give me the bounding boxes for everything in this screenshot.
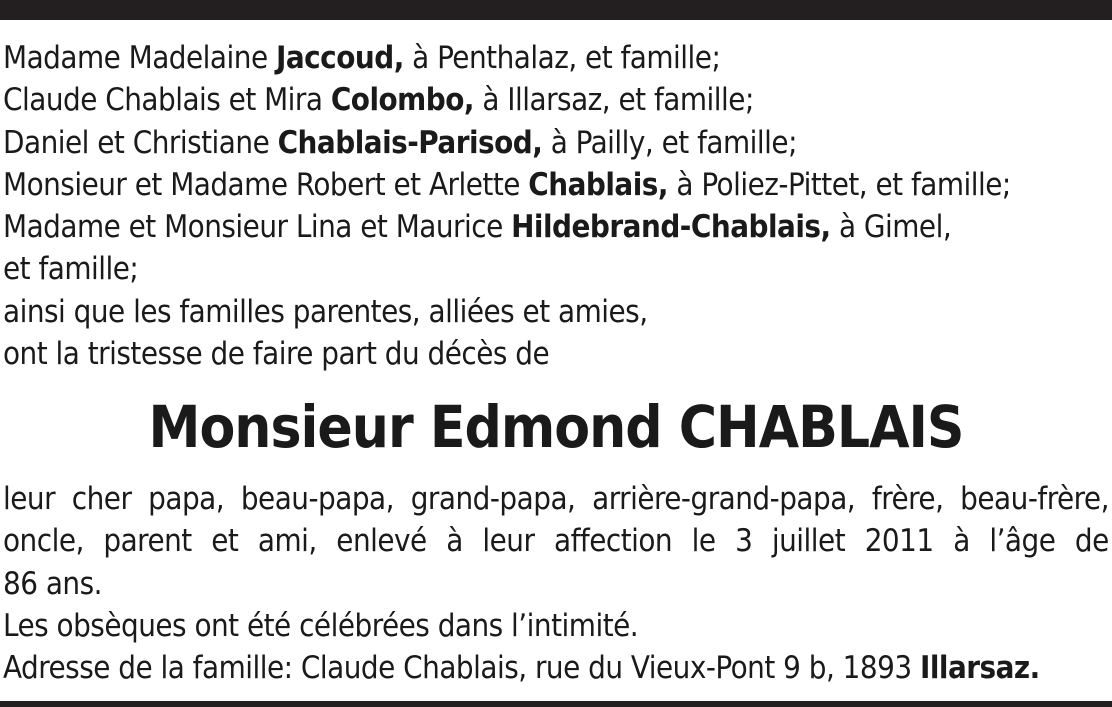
relationship-word: 3 bbox=[735, 523, 753, 560]
family-suffix: à Poliez-Pittet, et famille; bbox=[668, 166, 1011, 203]
family-prefix: Madame Madelaine bbox=[3, 40, 276, 76]
relationship-word: beau-frère, bbox=[960, 481, 1109, 517]
relationship-word: de bbox=[1074, 523, 1109, 560]
family-suffix: à Penthalaz, et famille; bbox=[403, 40, 721, 76]
bottom-rule bbox=[0, 701, 1112, 707]
relationship-word: juillet bbox=[771, 523, 846, 560]
relationship-line bbox=[3, 520, 1109, 562]
family-continuation: et famille; bbox=[3, 251, 139, 288]
funeral-line: Les obsèques ont été célébrées dans l’intimité. bbox=[3, 607, 639, 644]
age-line: 86 ans. bbox=[3, 565, 102, 602]
relationship-word: leur bbox=[3, 481, 56, 517]
family-suffix: à Gimel, bbox=[830, 209, 952, 246]
family-prefix: Madame et Monsieur Lina et Maurice bbox=[3, 209, 512, 246]
announcement-line: ont la tristesse de faire part du décès de bbox=[3, 336, 550, 373]
relationship-word: enlevé bbox=[336, 523, 427, 560]
relationship-word: papa, bbox=[148, 481, 225, 517]
relationship-word: ami, bbox=[257, 523, 317, 560]
relationship-word: parent bbox=[103, 523, 192, 560]
deceased-name: Monsieur Edmond CHABLAIS bbox=[148, 393, 964, 461]
family-list bbox=[3, 37, 1109, 375]
family-name: Jaccoud, bbox=[275, 40, 404, 76]
address-city: Illarsaz. bbox=[919, 650, 1040, 687]
relationship-word: oncle, bbox=[3, 523, 84, 560]
relationship-word: arrière-grand-papa, bbox=[592, 481, 856, 517]
family-prefix: Daniel et Christiane bbox=[3, 124, 278, 161]
relationship-line bbox=[3, 478, 1109, 520]
relationship-word: grand-papa, bbox=[410, 481, 576, 517]
family-line bbox=[3, 79, 1109, 121]
family-line bbox=[3, 206, 1109, 248]
relationship-word: l’âge bbox=[989, 523, 1056, 560]
family-name: Chablais-Parisod, bbox=[277, 124, 543, 161]
address-line bbox=[3, 647, 1109, 689]
relationship-word: leur bbox=[482, 523, 535, 560]
relatives-line: ainsi que les familles parentes, alliées et amies, bbox=[3, 293, 648, 330]
family-line bbox=[3, 37, 1109, 79]
relationship-word: beau-papa, bbox=[240, 481, 394, 517]
family-name: Colombo, bbox=[330, 82, 474, 119]
relationship-word: 2011 bbox=[864, 523, 934, 560]
family-line bbox=[3, 164, 1109, 206]
relationship-word: à bbox=[953, 523, 970, 560]
relationship-word: à bbox=[446, 523, 463, 560]
family-prefix: Claude Chablais et Mira bbox=[3, 82, 331, 119]
relationship-word: le bbox=[691, 523, 716, 560]
family-name: Chablais, bbox=[528, 166, 669, 203]
relationship-word: cher bbox=[71, 481, 132, 517]
family-prefix: Monsieur et Madame Robert et Arlette bbox=[3, 166, 529, 203]
relationship-word: affection bbox=[553, 523, 673, 560]
family-suffix: à Pailly, et famille; bbox=[542, 124, 797, 161]
address-text: Adresse de la famille: Claude Chablais, rue du Vieux-Pont 9 b, 1893 bbox=[3, 650, 920, 687]
family-suffix: à Illarsaz, et famille; bbox=[473, 82, 754, 119]
top-rule bbox=[0, 0, 1112, 20]
obituary-body bbox=[3, 478, 1109, 689]
relationship-word: frère, bbox=[871, 481, 944, 517]
family-name: Hildebrand-Chablais, bbox=[511, 209, 831, 246]
family-line bbox=[3, 122, 1109, 164]
relationship-word: et bbox=[211, 523, 239, 560]
